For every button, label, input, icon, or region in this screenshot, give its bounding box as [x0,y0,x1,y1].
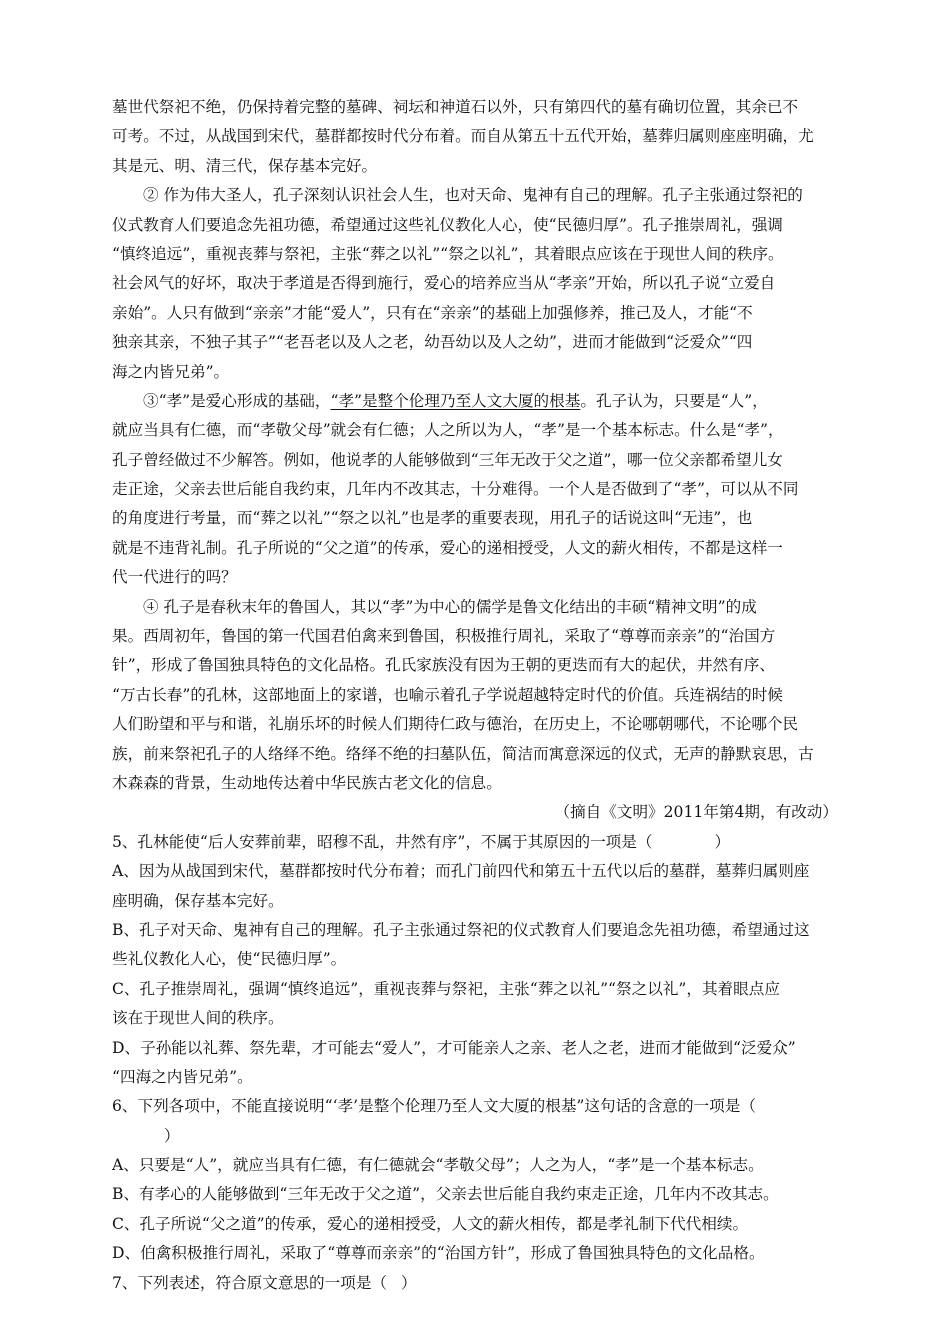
text-line: 孔子曾经做过不少解答。例如，他说孝的人能够做到“三年无改于父之道”，哪一位父亲都希望儿女 [112,450,783,469]
text-line: “慎终追远”，重视丧葬与祭祀，主张“葬之以礼”“祭之以礼”，其着眼点应该在于现世人间的秩序。 [112,244,784,263]
option-c: C、孔子推崇周礼，强调“慎终追远”，重视丧葬与祭祀，主张“葬之以礼”“祭之以礼”，其着眼点应 [112,979,780,998]
text-run: 。孔子认为，只要是“人”， [580,391,768,410]
question-7 [112,1269,844,1298]
question-bracket: ） [164,1126,180,1145]
option-a: A、因为从战国到宋代，墓群都按时代分布着；而孔门前四代和第五十五代以后的墓群，墓葬归属则座 [112,862,810,881]
text-line: 墓世代祭祀不绝，仍保持着完整的墓碑、祠坛和神道石以外，只有第四代的墓有确切位置，其余已不 [112,98,799,116]
text-line: 的角度进行考量，而“葬之以礼”“祭之以礼”也是孝的重要表现，用孔子的话说这叫“无违”，也 [112,509,753,528]
text-line: 其是元、明、清三代，保存基本完好。 [112,156,378,175]
question-6 [112,1092,844,1268]
question-stem [112,828,844,857]
passage-paragraph-4 [112,593,844,799]
text-line: 独亲其亲，不独子其子”“老吾老以及人之老，幼吾幼以及人之幼”，进而才能做到“泛爱众”“四 [112,333,753,352]
text-run: ③“孝”是爱心形成的基础， [143,391,331,410]
option-d: D、伯禽积极推行周礼，采取了“尊尊而亲亲”的“治国方针”，形成了鲁国独具特色的文化品格。 [112,1244,765,1263]
option-c: C、孔子所说“父之道”的传承，爱心的递相授受，人文的薪火相传，都是孝礼制下代代相续。 [112,1214,749,1233]
text-line: 代一代进行的吗？ [112,568,237,587]
text-line: 针”，形成了鲁国独具特色的文化品格。孔氏家族没有因为王朝的更迭而有大的起伏，井然有序、 [112,656,775,675]
passage-paragraph-1 [112,93,844,181]
option-c-continued: 该在于现世人间的秩序。 [112,1009,284,1028]
question-bracket: ） [401,1273,417,1292]
text-line: 仪式教育人们要追念先祖功德，希望通过这些礼仪教化人心，使“民德归厚”。孔子推崇周礼，强调 [112,215,783,234]
option-b: B、孔子对天命、鬼神有自己的理解。孔子主张通过祭祀的仪式教育人们要追念先祖功德，希望通过这 [112,920,810,939]
text-line: 族，前来祭祀孔子的人络绎不绝。络绎不绝的扫墓队伍，简洁而寓意深远的仪式，无声的静默哀思，古 [112,744,814,763]
question-bracket-line [112,1122,844,1151]
text-line: 海之内皆兄弟”。 [112,362,230,381]
passage-paragraph-3 [112,387,844,593]
underlined-key-sentence: “孝”是整个伦理乃至人文大厦的根基 [330,391,581,410]
text-line: 走正途，父亲去世后能自我约束，几年内不改其志，十分难得。一个人是否做到了“孝”，可以从不同 [112,480,799,499]
question-5 [112,828,844,1093]
text-line: 就是不违背礼制。孔子所说的“父之道”的传承，爱心的递相授受，人文的薪火相传，不都是这样一 [112,538,783,557]
question-stem: 6、下列各项中，不能直接说明“‘孝’是整个伦理乃至人文大厦的根基”这句话的含意的一项是（ [112,1097,756,1116]
text-line: 人们盼望和平与和谐，礼崩乐坏的时候人们期待仁政与德治，在历史上，不论哪朝哪代，不论哪个民 [112,715,799,734]
text-line: 果。西周初年，鲁国的第一代国君伯禽来到鲁国，积极推行周礼，采取了“尊尊而亲亲”的“治国方 [112,627,776,646]
option-b-continued: 些礼仪教化人心，使“民德归厚”。 [112,950,347,969]
option-a-continued: 座明确，保存基本完好。 [112,891,284,910]
option-b: B、有孝心的人能够做到“三年无改于父之道”，父亲去世后能自我约束走正途，几年内不改其志。 [112,1185,779,1204]
text-line: 就应当具有仁德，而“孝敬父母”就会有仁德；人之所以为人，“孝”是一个基本标志。什么是“孝”， [112,421,784,440]
option-d-continued: “四海之内皆兄弟”。 [112,1067,253,1086]
passage-paragraph-2 [112,181,844,387]
question-text: 5、孔林能使“后人安葬前辈，昭穆不乱，井然有序”，不属于其原因的一项是（ [112,832,653,851]
text-line: 可考。不过，从战国到宋代，墓群都按时代分布着。而自从第五十五代开始，墓葬归属则座座明确，尤 [112,127,814,146]
source-citation: （摘自《文明》2011年第4期，有改动） [554,803,838,822]
question-bracket: ） [714,832,731,851]
text-line: ④ 孔子是春秋末年的鲁国人，其以“孝”为中心的儒学是鲁文化结出的丰硕“精神文明”的成 [143,597,757,616]
text-line: ② 作为伟大圣人，孔子深刻认识社会人生，也对天命、鬼神有自己的理解。孔子主张通过祭祀的 [143,186,803,205]
option-d: D、子孙能以礼葬、祭先辈，才可能去“爱人”，才可能亲人之亲、老人之老，进而才能做到“泛爱众” [112,1038,796,1057]
question-stem [112,1269,844,1298]
text-line: “万古长春”的孔林，这部地面上的家谱，也喻示着孔子学说超越特定时代的价值。兵连祸结的时候 [112,685,783,704]
text-line: 社会风气的好坏，取决于孝道是否得到施行，爱心的培养应当从“孝亲”开始，所以孔子说“立爱自 [112,274,776,293]
text-line: 木森森的背景，生动地传达着中华民族古老文化的信息。 [112,773,502,792]
text-line [112,387,844,416]
text-line: 亲始”。人只有做到“亲亲”才能“爱人”，只有在“亲亲”的基础上加强修养，推己及人，才能“不 [112,303,753,322]
document-page [112,93,844,1298]
option-a: A、只要是“人”，就应当具有仁德，有仁德就会“孝敬父母”；人之为人，“孝”是一个基本标志。 [112,1156,764,1175]
question-text: 7、下列表述，符合原文意思的一项是（ [112,1273,388,1292]
